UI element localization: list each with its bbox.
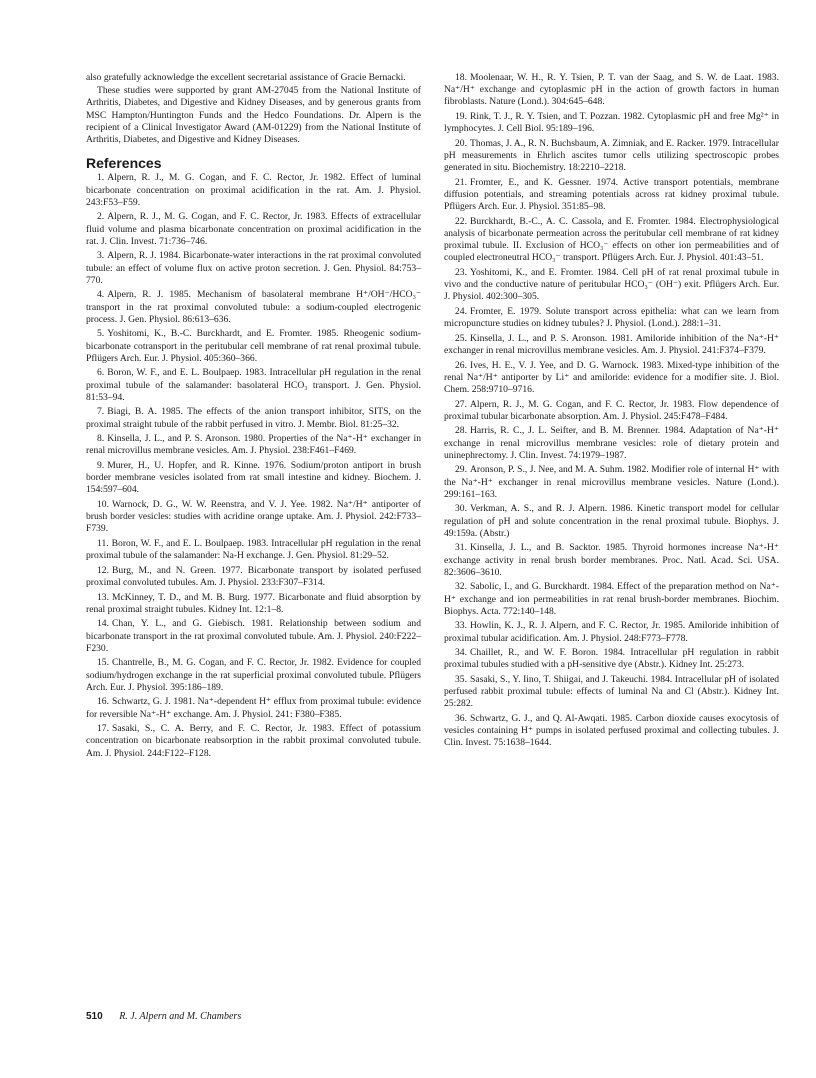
reference-text: Alpern, R. J., M. G. Cogan, and F. C. Rector, Jr. 1983. Flow dependence of proximal tubular bicarbonate absorption. Am. J. Physiol. 245:F478–F484. [444, 398, 779, 422]
reference-number: 36. [455, 712, 467, 724]
reference-number: 15. [97, 657, 109, 669]
reference-text: Sabolic, I., and G. Burckhardt. 1984. Effect of the preparation method on Na⁺-H⁺ exchange and ion permeabilities in rat renal brush-border membranes. Biochim. Biophys. Acta. 772:140–148. [444, 581, 779, 617]
reference-number: 3. [97, 250, 105, 262]
reference-item [86, 367, 421, 404]
reference-item [444, 360, 779, 397]
reference-item [444, 306, 779, 330]
reference-item [444, 425, 779, 462]
reference-text: Verkman, A. S., and R. J. Alpern. 1986. Kinetic transport model for cellular regulation of pH and solute concentration in the renal proximal tubule. Biophys. J. 49:159a. (Abstr.) [444, 503, 779, 539]
right-column [444, 72, 779, 752]
reference-number: 20. [455, 137, 467, 149]
reference-item [444, 216, 779, 265]
reference-text: Fromter, E., and K. Gessner. 1974. Active transport potentials, membrane diffusion potentials, and streaming potentials across rat kidney proximal tubule. Pflügers Arch. Eur. J. Physiol. 351:85–98. [444, 176, 779, 213]
reference-item [86, 657, 421, 694]
reference-number: 24. [455, 306, 467, 317]
reference-number: 27. [455, 398, 467, 410]
reference-text: Yoshitomi, K., and E. Fromter. 1984. Cell pH of rat renal proximal tubule in vivo and the conductive nature of peritubular HCO₃⁻ (OH⁻) exit. Pflügers Arch. Eur. J. Physiol. 402:300–305. [444, 267, 779, 303]
reference-text: Alpern, R. J. 1984. Bicarbonate-water interactions in the rat proximal convoluted tubule: an effect of volume flux on active proton secretion. J. Gen. Physiol. 84:753–770. [86, 250, 421, 286]
reference-item [444, 177, 779, 214]
page-footer [86, 1011, 241, 1022]
reference-text: Alpern, R. J. 1985. Mechanism of basolateral membrane H⁺/OH⁻/HCO₃⁻ transport in the rat proximal convoluted tubule: a sodium-coupled electrogenic process. J. Gen. Physiol. 86:613–636. [86, 289, 421, 325]
page-number: 510 [86, 1011, 103, 1022]
reference-number: 16. [97, 696, 109, 708]
reference-item [86, 211, 421, 248]
left-column [86, 72, 421, 762]
reference-item [444, 713, 779, 750]
reference-number: 32. [455, 581, 467, 593]
reference-text: Sasaki, S., Y. Iino, T. Shiigai, and J. Takeuchi. 1984. Intracellular pH of isolated perfused rabbit proximal tubule: effects of luminal Na and Cl (Abstr.). Kidney Int. 25:282. [444, 673, 779, 710]
reference-item [86, 289, 421, 326]
reference-number: 14. [97, 618, 109, 630]
reference-number: 25. [455, 332, 467, 344]
reference-item [444, 72, 779, 109]
reference-number: 10. [97, 499, 109, 511]
reference-item [444, 111, 779, 135]
reference-item [86, 406, 421, 430]
reference-number: 11. [97, 538, 109, 550]
reference-list-right [444, 72, 779, 750]
reference-number: 19. [455, 111, 467, 122]
reference-number: 18. [455, 72, 467, 83]
reference-text: Boron, W. F., and E. L. Boulpaep. 1983. Intracellular pH regulation in the renal proximal tubule of the salamander: Na-H exchange. J. Gen. Physiol. 81:29–52. [86, 538, 421, 562]
running-authors: R. J. Alpern and M. Chambers [119, 1011, 242, 1022]
reference-item [86, 723, 421, 760]
reference-text: Boron, W. F., and E. L. Boulpaep. 1983. Intracellular pH regulation in the renal proximal tubule of the salamander: basolateral HCO₃ transport. J. Gen. Physiol. 81:53–94. [86, 367, 421, 403]
reference-item [444, 542, 779, 579]
references-heading: References [86, 155, 162, 172]
reference-item [86, 565, 421, 589]
reference-item [444, 503, 779, 540]
reference-item [86, 618, 421, 655]
reference-number: 29. [455, 464, 467, 476]
reference-text: Thomas, J. A., R. N. Buchsbaum, A. Zimniak, and E. Racker. 1979. Intracellular pH measurements in Ehrlich ascites tumor cells utilizing spectroscopic probes generated in situ. Biochemistry. 18:2210–2218. [444, 137, 779, 174]
reference-list-left [86, 172, 421, 759]
reference-text: Ives, H. E., V. J. Yee, and D. G. Warnock. 1983. Mixed-type inhibition of the renal Na⁺/H⁺ antiporter by Li⁺ and amiloride: evidence for a modifier site. J. Biol. Chem. 258:9710–9716. [444, 359, 779, 395]
reference-number: 30. [455, 503, 467, 515]
reference-item [444, 464, 779, 501]
reference-text: Murer, H., U. Hopfer, and R. Kinne. 1976. Sodium/proton antiport in brush border membrane vesicles isolated from rat small intestine and kidney. Biochem. J. 154:597–604. [86, 460, 421, 496]
reference-number: 17. [97, 723, 109, 735]
reference-item [444, 399, 779, 423]
reference-number: 34. [455, 647, 467, 659]
reference-number: 26. [455, 359, 467, 371]
reference-number: 6. [97, 367, 105, 379]
reference-text: Chaillet, R., and W. F. Boron. 1984. Intracellular pH regulation in rabbit proximal tubules studied with a pH-sensitive dye (Abstr.). Kidney Int. 25:273. [444, 647, 779, 671]
reference-text: Harris, R. C., J. L. Seifter, and B. M. Brenner. 1984. Adaptation of Na⁺-H⁺ exchange in renal microvillus membrane vesicles: role of dietary protein and uninephrectomy. J. Clin. Invest. 74:1979–1987. [444, 425, 779, 461]
reference-number: 1. [97, 172, 105, 184]
reference-text: Burg, M., and N. Green. 1977. Bicarbonate transport by isolated perfused proximal convoluted tubules. Am. J. Physiol. 233:F307–F314. [86, 564, 421, 589]
reference-text: Kinsella, J. L., and P. S. Aronson. 1981. Amiloride inhibition of the Na⁺-H⁺ exchanger in renal microvillus membrane vesicles. Am. J. Physiol. 241:F374–F379. [444, 332, 779, 356]
reference-text: Kinsella, J. L., and B. Sacktor. 1985. Thyroid hormones increase Na⁺-H⁺ exchange activity in renal brush border membranes. Proc. Natl. Acad. Sci. USA. 82:3606–3610. [444, 542, 779, 578]
reference-text: Alpern, R. J., M. G. Cogan, and F. C. Rector, Jr. 1982. Effect of luminal bicarbonate concentration on proximal acidification in the rat. Am. J. Physiol. 243:F53–F59. [86, 172, 421, 208]
reference-text: Warnock, D. G., W. W. Reenstra, and V. J. Yee. 1982. Na⁺/H⁺ antiporter of brush border vesicles: studies with acridine orange uptake. Am. J. Physiol. 242:F733–F739. [86, 499, 421, 535]
reference-number: 13. [97, 591, 109, 603]
reference-text: Chantrelle, B., M. G. Cogan, and F. C. Rector, Jr. 1982. Evidence for coupled sodium/hydrogen exchange in the rat superficial proximal convoluted tubule. Pflügers Arch. Eur. J. Physiol. 395:186–189. [86, 657, 421, 693]
reference-text: Fromter, E. 1979. Solute transport across epithelia: what can we learn from micropuncture studies on kidney tubules? J. Physiol. (Lond.). 288:1–31. [444, 306, 779, 330]
reference-number: 5. [97, 328, 105, 340]
reference-number: 12. [97, 564, 109, 576]
reference-number: 35. [455, 673, 467, 685]
reference-text: Biagi, B. A. 1985. The effects of the anion transport inhibitor, SITS, on the proximal straight tubule of the rabbit perfused in vitro. J. Membr. Biol. 81:25–32. [86, 406, 421, 430]
reference-item [86, 592, 421, 616]
reference-item [444, 333, 779, 357]
reference-text: Burckhardt, B.-C., A. C. Cassola, and E. Fromter. 1984. Electrophysiological analysis of bicarbonate permeation across the peritubular cell membrane of rat kidney proximal tubule. II. Exclusion of HCO₃⁻ effects on other ion permeabilities and of coupled electroneutral HCO₃⁻ transport. Pflügers Arch. Eur. J. Physiol. 401:43–51. [444, 215, 779, 264]
reference-number: 2. [97, 211, 105, 223]
reference-number: 9. [97, 460, 105, 472]
reference-number: 33. [455, 620, 467, 632]
reference-number: 31. [455, 542, 467, 554]
acknowledgment-paragraph: also gratefully acknowledge the excellent secretarial assistance of Gracie Bernacki. [86, 72, 406, 83]
reference-item [444, 138, 779, 175]
reference-number: 28. [455, 425, 467, 437]
reference-item [86, 538, 421, 562]
reference-text: Aronson, P. S., J. Nee, and M. A. Suhm. 1982. Modifier role of internal H⁺ with the Na⁺-H⁺ exchanger in renal microvillus membrane vesicles. Nature (Lond.). 299:161–163. [444, 464, 779, 500]
reference-item [86, 433, 421, 457]
reference-item [444, 581, 779, 618]
reference-item [444, 620, 779, 644]
reference-number: 23. [455, 267, 467, 278]
funding-paragraph: These studies were supported by grant AM-27045 from the National Institute of Arthritis, Diabetes, and Digestive and Kidney Diseases, and by generous grants from MSC Hampton/Huntington Funds and the Hedco Foundations. Dr. Alpern is the recipient of a Clinical Investigator Award (AM-01229) from the National Institute of Arthritis, Diabetes, and Digestive and Kidney Diseases. [86, 85, 421, 146]
reference-text: Moolenaar, W. H., R. Y. Tsien, P. T. van der Saag, and S. W. de Laat. 1983. Na⁺/H⁺ exchange and cytoplasmic pH in the action of growth factors in human fibroblasts. Nature (Lond.). 304:645–648. [444, 72, 779, 108]
reference-item [444, 674, 779, 711]
reference-number: 22. [455, 215, 467, 227]
reference-text: Sasaki, S., C. A. Berry, and F. C. Rector, Jr. 1983. Effect of potassium concentration on bicarbonate reabsorption in the rabbit proximal convoluted tubule. Am. J. Physiol. 244:F122–F128. [86, 723, 421, 759]
reference-text: Kinsella, J. L., and P. S. Aronson. 1980. Properties of the Na⁺-H⁺ exchanger in renal microvillus membrane vesicles. Am. J. Physiol. 238:F461–F469. [86, 433, 421, 457]
reference-text: McKinney, T. D., and M. B. Burg. 1977. Bicarbonate and fluid absorption by renal proximal straight tubules. Kidney Int. 12:1–8. [86, 591, 421, 615]
reference-item [86, 172, 421, 209]
reference-item [444, 267, 779, 304]
reference-item [86, 696, 421, 720]
reference-text: Alpern, R. J., M. G. Cogan, and F. C. Rector, Jr. 1983. Effects of extracellular fluid volume and plasma bicarbonate concentration on proximal acidification in the rat. J. Clin. Invest. 71:736–746. [86, 211, 421, 247]
reference-number: 8. [97, 433, 105, 445]
reference-item [86, 328, 421, 365]
reference-number: 21. [455, 176, 467, 188]
reference-number: 7. [97, 406, 105, 418]
reference-text: Yoshitomi, K., B.-C. Burckhardt, and E. Fromter. 1985. Rheogenic sodium-bicarbonate cotransport in the peritubular cell membrane of rat renal proximal tubule. Pflügers Arch. Eur. J. Physiol. 405:360–366. [86, 328, 421, 364]
reference-item [86, 460, 421, 497]
reference-text: Schwartz, G. J. 1981. Na⁺-dependent H⁺ efflux from proximal tubule: evidence for reversible Na⁺-H⁺ exchange. Am. J. Physiol. 241: F380–F385. [86, 696, 421, 720]
reference-text: Rink, T. J., R. Y. Tsien, and T. Pozzan. 1982. Cytoplasmic pH and free Mg²⁺ in lymphocytes. J. Cell Biol. 95:189–196. [444, 111, 779, 135]
reference-text: Schwartz, G. J., and Q. Al-Awqati. 1985. Carbon dioxide causes exocytosis of vesicles containing H⁺ pumps in isolated perfused proximal and collecting tubules. J. Clin. Invest. 75:1638–1644. [444, 712, 779, 749]
reference-item [444, 647, 779, 671]
reference-text: Chan, Y. L., and G. Giebisch. 1981. Relationship between sodium and bicarbonate transport in the rat proximal convoluted tubule. Am. J. Physiol. 240:F222–F230. [86, 618, 421, 654]
reference-number: 4. [97, 289, 105, 301]
reference-item [86, 250, 421, 287]
reference-item [86, 499, 421, 536]
reference-text: Howlin, K. J., R. J. Alpern, and F. C. Rector, Jr. 1985. Amiloride inhibition of proximal tubular acidification. Am. J. Physiol. 248:F773–F778. [444, 620, 779, 644]
